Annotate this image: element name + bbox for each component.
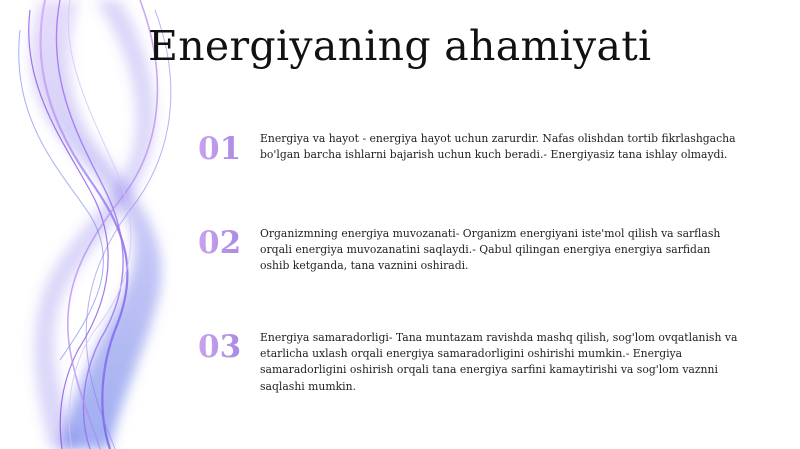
item-number: 01 <box>198 131 242 167</box>
item-number: 02 <box>198 225 242 261</box>
item-text: Energiya samaradorligi- Tana muntazam ravishda mashq qilish, sog'lom ovqatlanish va etarlicha uxlash orqali energiya samaradorligini oshirishi mumkin.- Energiya samaradorligini oshirish orqali tana energiya sarfini kamaytirishi va sog'lom vaznni saqlashi mumkin. <box>260 331 738 393</box>
item-text: Energiya va hayot - energiya hayot uchun zarurdir. Nafas olishdan tortib fikrlashgacha bo'lgan barcha ishlarni bajarish uchun kuch beradi.- Energiyasiz tana ishlay olmaydi. <box>260 132 736 162</box>
item-number: 03 <box>198 329 242 365</box>
slide-title: Energiyaning ahamiyati <box>148 22 652 70</box>
item-text: Organizmning energiya muvozanati- Organizm energiyani iste'mol qilish va sarflash orqali energiya muvozanatini saqlaydi.- Qabul qilingan energiya energiya sarfidan oshib ketganda, tana vaznini oshiradi. <box>260 227 721 273</box>
